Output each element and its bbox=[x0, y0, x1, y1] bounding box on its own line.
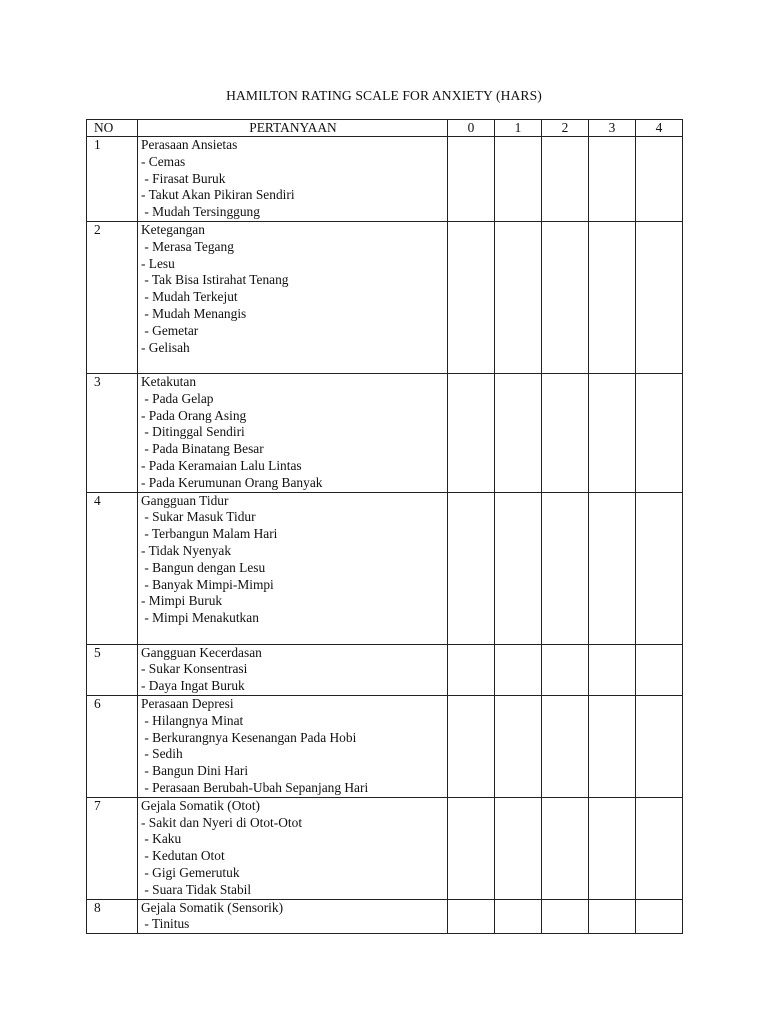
question-item: - Terbangun Malam Hari bbox=[141, 526, 278, 542]
score-cell-2[interactable] bbox=[542, 695, 589, 797]
question-item: - Berkurangnya Kesenangan Pada Hobi bbox=[141, 729, 357, 745]
score-cell-3[interactable] bbox=[589, 899, 636, 934]
question-item: - Mimpi Menakutkan bbox=[141, 610, 259, 626]
score-cell-2[interactable] bbox=[542, 899, 589, 934]
score-cell-1[interactable] bbox=[495, 137, 542, 222]
score-cell-3[interactable] bbox=[589, 797, 636, 899]
score-cell-1[interactable] bbox=[495, 797, 542, 899]
question-cell bbox=[138, 374, 448, 493]
header-score-2: 2 bbox=[542, 120, 589, 137]
question-item: - Hilangnya Minat bbox=[141, 712, 244, 728]
question-item: - Mudah Terkejut bbox=[141, 289, 238, 305]
question-item: - Pada Orang Asing bbox=[141, 407, 247, 423]
score-cell-1[interactable] bbox=[495, 695, 542, 797]
table-header-row bbox=[87, 120, 683, 137]
question-heading: Ketegangan bbox=[141, 222, 205, 237]
row-number: 3 bbox=[87, 374, 138, 493]
question-item: - Ditinggal Sendiri bbox=[141, 424, 245, 440]
hars-table bbox=[86, 119, 683, 934]
score-cell-2[interactable] bbox=[542, 374, 589, 493]
score-cell-3[interactable] bbox=[589, 137, 636, 222]
question-item: - Kedutan Otot bbox=[141, 848, 225, 864]
question-item: - Gemetar bbox=[141, 322, 199, 338]
question-cell bbox=[138, 222, 448, 374]
table-row bbox=[87, 644, 683, 695]
question-item: - Sukar Masuk Tidur bbox=[141, 509, 256, 525]
score-cell-0[interactable] bbox=[448, 137, 495, 222]
score-cell-2[interactable] bbox=[542, 644, 589, 695]
table-body bbox=[87, 137, 683, 934]
row-number: 1 bbox=[87, 137, 138, 222]
score-cell-2[interactable] bbox=[542, 492, 589, 644]
table-row bbox=[87, 695, 683, 797]
question-heading: Perasaan Depresi bbox=[141, 695, 234, 711]
question-item: - Mudah Tersinggung bbox=[141, 204, 260, 220]
score-cell-3[interactable] bbox=[589, 374, 636, 493]
score-cell-1[interactable] bbox=[495, 222, 542, 374]
header-question: PERTANYAAN bbox=[138, 120, 448, 137]
question-heading: Gangguan Kecerdasan bbox=[141, 644, 262, 660]
question-item: - Merasa Tegang bbox=[141, 238, 234, 254]
score-cell-0[interactable] bbox=[448, 492, 495, 644]
score-cell-2[interactable] bbox=[542, 137, 589, 222]
header-score-0: 0 bbox=[448, 120, 495, 137]
question-item: - Sedih bbox=[141, 746, 183, 762]
table-row bbox=[87, 137, 683, 222]
question-cell bbox=[138, 492, 448, 644]
question-item: - Lesu bbox=[141, 255, 175, 271]
score-cell-4[interactable] bbox=[636, 695, 683, 797]
table-row bbox=[87, 222, 683, 374]
row-number: 8 bbox=[87, 899, 138, 934]
score-cell-3[interactable] bbox=[589, 222, 636, 374]
table-row bbox=[87, 374, 683, 493]
score-cell-4[interactable] bbox=[636, 644, 683, 695]
row-number: 7 bbox=[87, 797, 138, 899]
question-item: - Firasat Buruk bbox=[141, 170, 226, 186]
question-cell bbox=[138, 797, 448, 899]
question-heading: Perasaan Ansietas bbox=[141, 137, 238, 152]
table-row bbox=[87, 797, 683, 899]
score-cell-1[interactable] bbox=[495, 644, 542, 695]
question-item: - Gelisah bbox=[141, 339, 190, 355]
score-cell-4[interactable] bbox=[636, 492, 683, 644]
question-item: - Mimpi Buruk bbox=[141, 593, 223, 609]
question-item: - Pada Keramaian Lalu Lintas bbox=[141, 457, 302, 473]
header-score-1: 1 bbox=[495, 120, 542, 137]
question-item: - Sukar Konsentrasi bbox=[141, 661, 248, 677]
question-item: - Banyak Mimpi-Mimpi bbox=[141, 576, 274, 592]
score-cell-0[interactable] bbox=[448, 899, 495, 934]
score-cell-2[interactable] bbox=[542, 797, 589, 899]
row-number: 2 bbox=[87, 222, 138, 374]
header-score-4: 4 bbox=[636, 120, 683, 137]
score-cell-0[interactable] bbox=[448, 222, 495, 374]
question-item: - Pada Gelap bbox=[141, 390, 214, 406]
score-cell-4[interactable] bbox=[636, 899, 683, 934]
score-cell-1[interactable] bbox=[495, 492, 542, 644]
score-cell-4[interactable] bbox=[636, 137, 683, 222]
question-item: - Tak Bisa Istirahat Tenang bbox=[141, 272, 289, 288]
question-item: - Kaku bbox=[141, 831, 182, 847]
row-number: 5 bbox=[87, 644, 138, 695]
table-row bbox=[87, 492, 683, 644]
question-item: - Pada Kerumunan Orang Banyak bbox=[141, 474, 323, 490]
score-cell-0[interactable] bbox=[448, 644, 495, 695]
question-item: - Cemas bbox=[141, 153, 186, 169]
score-cell-0[interactable] bbox=[448, 374, 495, 493]
score-cell-4[interactable] bbox=[636, 222, 683, 374]
score-cell-4[interactable] bbox=[636, 797, 683, 899]
question-item: - Sakit dan Nyeri di Otot-Otot bbox=[141, 814, 303, 830]
question-heading: Gejala Somatik (Otot) bbox=[141, 797, 260, 813]
table-row bbox=[87, 899, 683, 934]
question-cell bbox=[138, 899, 448, 934]
question-item: - Bangun dengan Lesu bbox=[141, 559, 266, 575]
score-cell-4[interactable] bbox=[636, 374, 683, 493]
question-heading: Ketakutan bbox=[141, 374, 197, 389]
score-cell-0[interactable] bbox=[448, 695, 495, 797]
question-item: - Suara Tidak Stabil bbox=[141, 881, 252, 897]
question-cell bbox=[138, 137, 448, 222]
score-cell-2[interactable] bbox=[542, 222, 589, 374]
score-cell-3[interactable] bbox=[589, 644, 636, 695]
header-score-3: 3 bbox=[589, 120, 636, 137]
page-title: HAMILTON RATING SCALE FOR ANXIETY (HARS) bbox=[226, 88, 542, 103]
score-cell-0[interactable] bbox=[448, 797, 495, 899]
question-item: - Daya Ingat Buruk bbox=[141, 678, 245, 694]
question-item: - Tinitus bbox=[141, 916, 190, 932]
question-item: - Perasaan Berubah-Ubah Sepanjang Hari bbox=[141, 779, 369, 795]
question-heading: Gangguan Tidur bbox=[141, 492, 229, 508]
question-item: - Takut Akan Pikiran Sendiri bbox=[141, 187, 295, 203]
question-cell bbox=[138, 695, 448, 797]
question-item: - Gigi Gemerutuk bbox=[141, 864, 240, 880]
header-no: NO bbox=[87, 120, 138, 137]
row-number: 6 bbox=[87, 695, 138, 797]
question-cell bbox=[138, 644, 448, 695]
score-cell-1[interactable] bbox=[495, 899, 542, 934]
row-number: 4 bbox=[87, 492, 138, 644]
question-item: - Pada Binatang Besar bbox=[141, 441, 264, 457]
question-heading: Gejala Somatik (Sensorik) bbox=[141, 899, 284, 915]
score-cell-3[interactable] bbox=[589, 492, 636, 644]
score-cell-1[interactable] bbox=[495, 374, 542, 493]
score-cell-3[interactable] bbox=[589, 695, 636, 797]
question-item: - Mudah Menangis bbox=[141, 305, 247, 321]
question-item: - Bangun Dini Hari bbox=[141, 763, 249, 779]
question-item: - Tidak Nyenyak bbox=[141, 542, 232, 558]
